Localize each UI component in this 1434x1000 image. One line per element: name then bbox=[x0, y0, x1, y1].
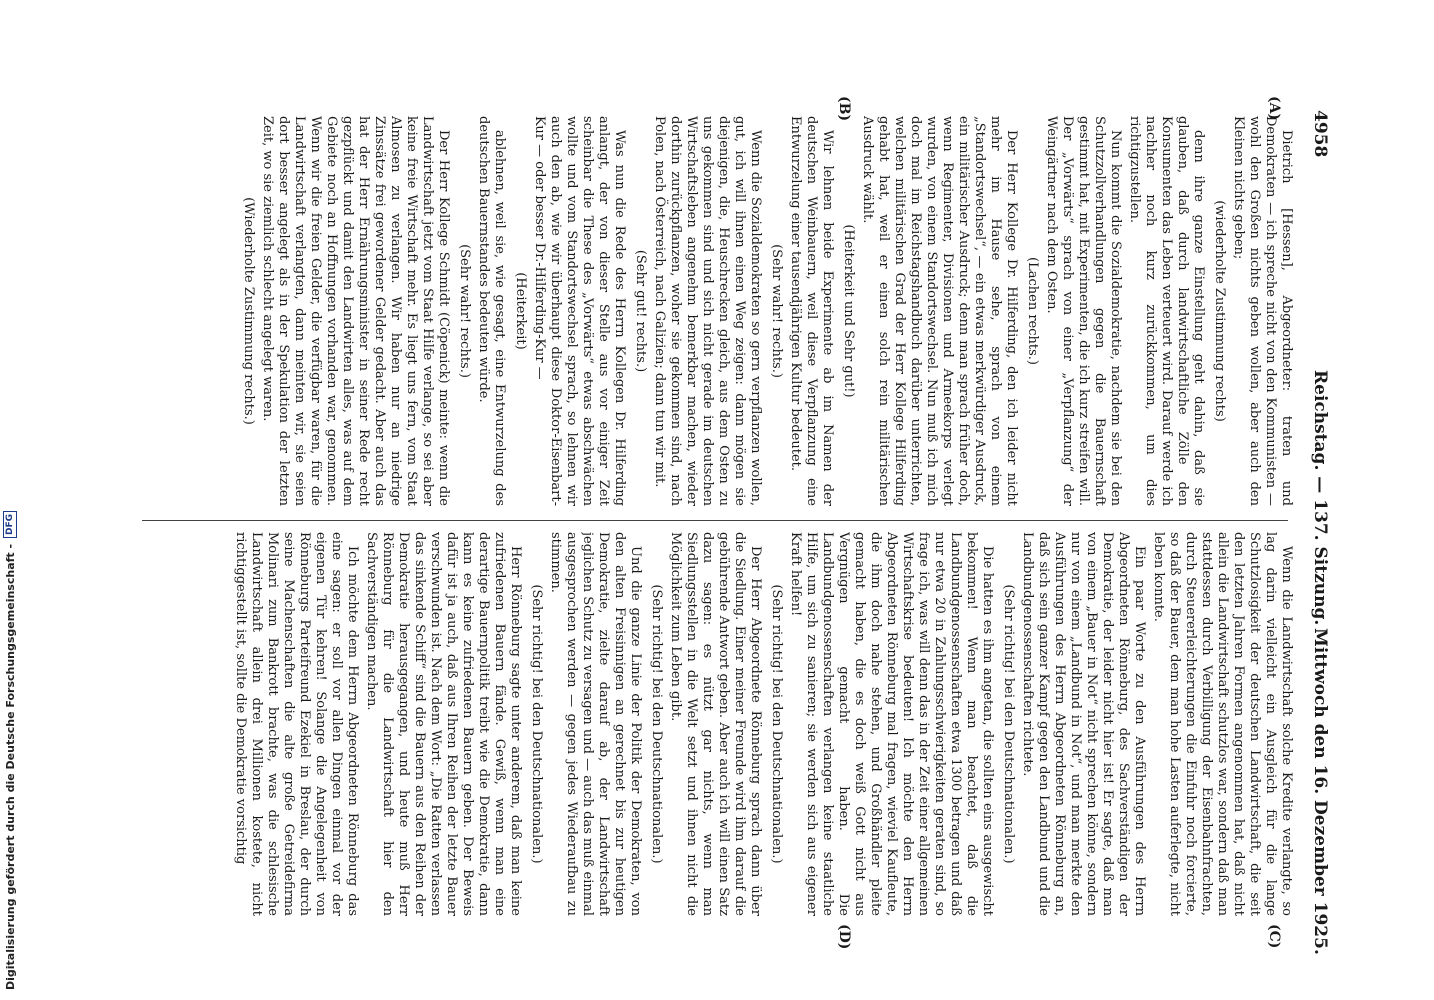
interjection: (Sehr richtig! bei den Deutschnationalen.) bbox=[529, 584, 544, 864]
margin-marker-b: (B) bbox=[836, 96, 852, 122]
interjection: (Wiederholte Zustimmung rechts.) bbox=[241, 197, 256, 425]
paragraph: Herr Rönneburg sagte unter anderem, daß man keine zufriedenen Bauern fände. Gewiß, wenn man eine derartige Bauernpolitik treibt wie die Demokratie, dann kann es keine zufriedenen Bauern geben. Der Beweis dafür ist ja auch, daß aus Ihren Reihen der letzte Bauer verschwunden ist. Nach dem Wort: „Die Ratten verlassen das sinkende Schiff“ sind die Bauern aus den Reihen der Demokratie herausgegangen, und heute muß Herr Rönneburg für die Landwirtschaft hier den Sachverständigen machen. bbox=[364, 532, 523, 916]
paragraph: Wenn die Sozialdemokraten so gern verpflanzen wollen, gut, ich will ihnen einen Weg zeigen: dann mögen sie diejenigen, die, Heuschrecken gleich, aus dem Osten zu uns gekommen sind und sich nicht gerade im deutschen Wirtschaftsleben angenehm bemerkbar machen, wieder dorthin zurückpflanzen, woher sie gekommen sind, nach Polen, nach Österreich, nach Galizien; dann tun wir mit. bbox=[652, 116, 763, 506]
paragraph: Ich möchte dem Herrn Abgeordneten Rönneburg das eine sagen: er soll vor allen Dingen einmal vor der eigenen Tür kehren! Solange die Angelegenheit von Rönneburgs Parteifreund Ezekiel in Breslau, der durch seine Machenschaften die alte große Getreidefirma Molinari zum Bankrott brachte, was die schlesische Landwirtschaft allein drei Millionen kostete, nicht richtiggestellt ist, sollte die Demokratie vorsichtig bbox=[233, 532, 360, 916]
margin-marker-d: (D) bbox=[836, 924, 852, 950]
session-title: Reichstag. — 137. Sitzung. bbox=[1310, 370, 1330, 626]
interjection: (Sehr richtig! bei den Deutschnationalen.) bbox=[649, 584, 664, 864]
right-column bbox=[134, 532, 1294, 916]
paragraph: Und die ganze Linie der Politik der Demokraten, von den alten Freisinnigen an gerechnet bis zur heutigen Demokratie, zielte darauf ab, der Landwirtschaft jeglichen Schutz zu versagen und — auch das muß einmal ausgesprochen werden — gegen jedes Wiederaufbau zu stimmen. bbox=[548, 532, 643, 916]
paragraph: Wenn die Landwirtschaft solche Kredite verlangte, so lag darin vielleicht ein Ausgleich für die lange Schutzlosigkeit der deutschen Landwirtschaft, die seit den letzten Jahren Formen angenommen hat, daß nicht allein die Landwirtschaft schutzlos war, sondern daß man stattdessen durch Verbilligung der Eisenbahnfrachten, durch Steuererleichterungen die Einfuhr noch forcierte, so daß der Bauer, dem man hohe Lasten auferlegte, nicht leben konnte. bbox=[1151, 532, 1294, 916]
interjection: (Sehr gut! rechts.) bbox=[633, 249, 648, 373]
paragraph: Dietrich [Hessen], Abgeordneter: traten und Demokraten — ich spreche nicht von den Kommunisten — wohl den Großen nichts geben wollen, aber auch den Kleinen nichts geben; bbox=[1231, 116, 1294, 506]
paragraph: Ein paar Worte zu den Ausführungen des Herrn Abgeordneten Rönneburg, des Sachverständigen der Demokratie, der leider nicht hier ist! Er sagte, daß man von einem „Bauer in Not“ nicht sprechen könne, sondern nur von einem „Landbund in Not“, und man merkte den Ausführungen des Herrn Abgeordneten Rönneburg an, daß sich sein ganzer Kampf gegen den Landbund und die Landbundgenossenschaften richtete. bbox=[1020, 532, 1147, 916]
interjection: (Sehr richtig! bei den Deutschnationalen.) bbox=[769, 584, 784, 864]
interjection: (Heiterkeit) bbox=[513, 272, 528, 350]
page-number: 4958 bbox=[1310, 110, 1330, 158]
left-column bbox=[134, 116, 1294, 506]
paragraph: Nun kommt die Sozialdemokratie, nachdem sie bei den Schutzzollverhandlungen gegen die Bauernschaft gestimmt hat, mit Experimenten, die ich kurz streifen will. Der „Vorwärts“ sprach von einer „Verpflanzung“ der Weingärtner nach dem Osten. bbox=[1044, 116, 1123, 506]
interjection: (wiederholte Zustimmung rechts) bbox=[1212, 200, 1227, 422]
paragraph: ablehnen, weil sie, wie gesagt, eine Entwurzelung des deutschen Bauernstandes bedeuten würde. bbox=[476, 116, 507, 506]
paragraph: denn ihre ganze Einstellung geht dahin, daß sie glauben, daß durch landwirtschaftliche Zölle den Konsumenten das Leben verteuert wird. Darauf werde ich nachher noch kurz zurückkommen, um dies richtigzustellen. bbox=[1127, 116, 1206, 506]
paragraph: Was nun die Rede des Herrn Kollegen Dr. Hilferding anlangt, der von dieser Stelle aus vor einiger Zeit scheinbar die These des „Vorwärts“ etwas abschwächen wollte und vom Standortswechsel sprach, so lehnen wir auch den ab, wie wir überhaupt diese Doktor-Eisenbart-Kur — oder besser Dr.-Hilferding-Kur — bbox=[532, 116, 627, 506]
paragraph: Wir lehnen beide Experimente ab im Namen der deutschen Weinbauern, weil diese Verpflanzung eine Entwurzelung einer tausendjährigen Kultur bedeutet. bbox=[788, 116, 835, 506]
margin-marker-a: (A) bbox=[1266, 96, 1282, 121]
interjection: (Heiterkeit und Sehr gut!) bbox=[841, 224, 856, 398]
paragraph: Der Herr Kollege Schmidt (Cöpenick) meinte: wenn die Landwirtschaft jetzt vom Staat Hilfe verlange, so sei aber keine freie Wirtschaft mehr. Es liegt uns fern, vom Staat Almosen zu verlangen. Wir haben nur an niedrige Zinssätze frei gewordener Gelder gedacht. Aber auch das hat der Herr Ernährungsminister in seiner Rede recht gezpflückt und damit den Landwirten alles, was auf dem Gebiete noch an Hoffnungen vorhanden war, genommen. Wenn wir die freien Gelder, die verfügbar waren, für die Landwirtschaft verlangten, dann meinten wir, sie seien dort besser angelegt als in der Spekulation der letzten Zeit, wo sie ziemlich schlecht angelegt waren. bbox=[260, 116, 451, 506]
credit-text: Digitalisierung gefördert durch die Deutsche Forschungsgemeinschaft - bbox=[3, 543, 17, 990]
dfg-logo: DFG bbox=[3, 511, 17, 538]
digitization-credit bbox=[0, 0, 20, 1000]
interjection: (Sehr wahr! rechts.) bbox=[769, 244, 784, 378]
paragraph: Der Herr Kollege Dr. Hilferding, den ich leider nicht mehr im Hause sehe, sprach von einem „Standortswechsel“, — ein etwas merkwürdiger Ausdruck, ein militärischer Ausdruck; denn man sprach früher doch, wenn Regimenter, Divisionen und Armeekorps verlegt wurden, von einem Standortswechsel. Nun muß ich mich doch mal im Reichstagshandbuch darüber unterrichten, welchen militärischen Grad der Herr Kollege Hilferding gehabt hat, weil er einen solch rein militärischen Ausdruck wählt. bbox=[860, 116, 1019, 506]
paragraph: Der Herr Abgeordnete Rönneburg sprach dann über die Siedlung. Einer meiner Freunde wird ihm darauf die gebührende Antwort geben. Aber auch ich will einen Satz dazu sagen: es nützt gar nichts, wenn man Siedlungsstellen in die Welt setzt und ihnen nicht die Möglichkeit zum Leben gibt. bbox=[668, 532, 763, 916]
column-divider bbox=[142, 520, 1288, 521]
margin-marker-c: (C) bbox=[1266, 924, 1282, 949]
interjection: (Lachen rechts.) bbox=[1025, 257, 1040, 365]
page-header bbox=[1300, 100, 1334, 955]
paragraph: Die hatten es ihm angetan, die sollten eins ausgewischt bekommen! Wenn man beachtet, daß die Landbundgenossenschaften etwa 1300 betragen und daß nur etwa 20 in Zahlungsschwierigkeiten geraten sind, so frage ich, was will denn das in der Zeit einer allgemeinen Wirtschaftskrise bedeuten! Ich möchte den Herrn Abgeordneten Rönneburg mal fragen, wieviel Kaufleute, die ihm doch nahe stehen, und Großhändler pleite gemacht haben, die es doch weiß Gott nicht aus Vergnügen gemacht haben. Die Landbundgenossenschaften verlangen keine staatliche Hilfe, um sich zu sanieren; sie werden sich aus eigener Kraft helfen! bbox=[788, 532, 995, 916]
interjection: (Sehr richtig! bei den Deutschnationalen.) bbox=[1001, 584, 1016, 864]
interjection: (Sehr wahr! rechts.) bbox=[457, 244, 472, 378]
session-date: Mittwoch den 16. Dezember 1925. bbox=[1310, 628, 1330, 955]
